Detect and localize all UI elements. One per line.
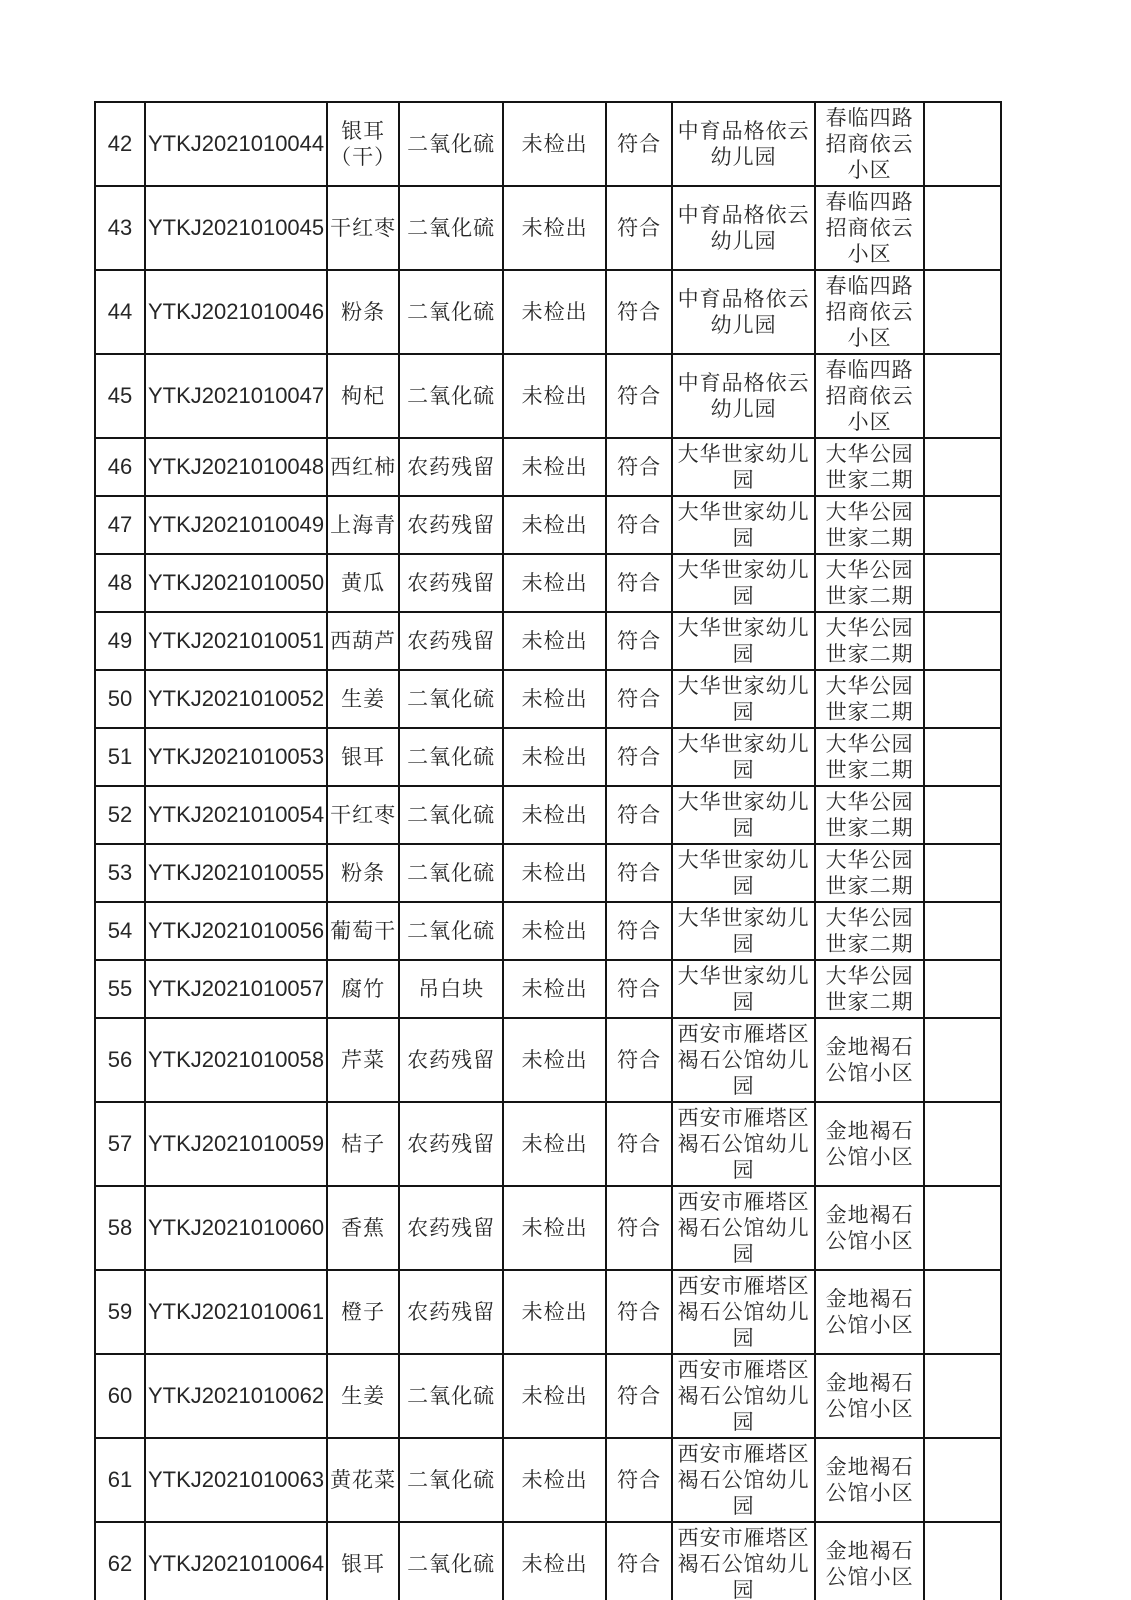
inspection-results-table (94, 101, 1002, 1600)
cell-test-result: 未检出 (503, 1102, 606, 1186)
cell-test-item: 农药残留 (399, 1186, 503, 1270)
cell-conclusion: 符合 (606, 902, 672, 960)
cell-test-result: 未检出 (503, 902, 606, 960)
cell-remark (924, 102, 1001, 186)
cell-test-item: 二氧化硫 (399, 102, 503, 186)
cell-sample-id: YTKJ2021010052 (145, 670, 327, 728)
cell-remark (924, 728, 1001, 786)
table-row (95, 902, 1001, 960)
cell-sampling-site: 西安市雁塔区褐石公馆幼儿园 (672, 1438, 815, 1522)
cell-test-result: 未检出 (503, 786, 606, 844)
cell-sample-name: 西红柿 (327, 438, 399, 496)
cell-remark (924, 902, 1001, 960)
cell-serial-number: 55 (95, 960, 145, 1018)
table-row (95, 438, 1001, 496)
cell-sample-name: 腐竹 (327, 960, 399, 1018)
table-row (95, 1018, 1001, 1102)
table-row (95, 270, 1001, 354)
table-row (95, 1270, 1001, 1354)
cell-test-item: 二氧化硫 (399, 270, 503, 354)
table-row (95, 1102, 1001, 1186)
cell-sampling-site: 大华世家幼儿园 (672, 438, 815, 496)
table-row (95, 844, 1001, 902)
cell-site-address: 大华公园世家二期 (815, 844, 924, 902)
cell-sampling-site: 西安市雁塔区褐石公馆幼儿园 (672, 1354, 815, 1438)
cell-test-item: 二氧化硫 (399, 1522, 503, 1600)
table-row (95, 728, 1001, 786)
cell-test-result: 未检出 (503, 554, 606, 612)
cell-site-address: 大华公园世家二期 (815, 496, 924, 554)
cell-remark (924, 1438, 1001, 1522)
cell-sample-id: YTKJ2021010059 (145, 1102, 327, 1186)
cell-test-result: 未检出 (503, 670, 606, 728)
cell-serial-number: 50 (95, 670, 145, 728)
cell-remark (924, 1270, 1001, 1354)
cell-remark (924, 1186, 1001, 1270)
cell-site-address: 金地褐石公馆小区 (815, 1270, 924, 1354)
cell-test-result: 未检出 (503, 960, 606, 1018)
cell-test-item: 二氧化硫 (399, 1354, 503, 1438)
cell-test-item: 二氧化硫 (399, 844, 503, 902)
cell-sample-id: YTKJ2021010063 (145, 1438, 327, 1522)
cell-sampling-site: 大华世家幼儿园 (672, 496, 815, 554)
cell-sample-id: YTKJ2021010064 (145, 1522, 327, 1600)
cell-sample-name: 香蕉 (327, 1186, 399, 1270)
cell-conclusion: 符合 (606, 496, 672, 554)
table-row (95, 496, 1001, 554)
cell-conclusion: 符合 (606, 612, 672, 670)
table-row (95, 670, 1001, 728)
cell-conclusion: 符合 (606, 844, 672, 902)
table-body (95, 102, 1001, 1600)
cell-site-address: 金地褐石公馆小区 (815, 1102, 924, 1186)
cell-site-address: 大华公园世家二期 (815, 728, 924, 786)
cell-sample-name: 银耳 (327, 1522, 399, 1600)
cell-serial-number: 58 (95, 1186, 145, 1270)
cell-sample-id: YTKJ2021010044 (145, 102, 327, 186)
cell-serial-number: 43 (95, 186, 145, 270)
cell-remark (924, 186, 1001, 270)
cell-test-result: 未检出 (503, 1186, 606, 1270)
cell-sample-id: YTKJ2021010046 (145, 270, 327, 354)
cell-test-result: 未检出 (503, 186, 606, 270)
cell-sample-id: YTKJ2021010057 (145, 960, 327, 1018)
cell-remark (924, 670, 1001, 728)
cell-sample-name: 干红枣 (327, 786, 399, 844)
cell-sample-id: YTKJ2021010045 (145, 186, 327, 270)
cell-remark (924, 554, 1001, 612)
cell-sample-name: 粉条 (327, 270, 399, 354)
cell-serial-number: 57 (95, 1102, 145, 1186)
cell-serial-number: 46 (95, 438, 145, 496)
cell-sample-name: 生姜 (327, 1354, 399, 1438)
cell-sample-id: YTKJ2021010047 (145, 354, 327, 438)
cell-sampling-site: 大华世家幼儿园 (672, 670, 815, 728)
cell-site-address: 春临四路招商依云小区 (815, 354, 924, 438)
cell-sample-id: YTKJ2021010049 (145, 496, 327, 554)
cell-test-item: 吊白块 (399, 960, 503, 1018)
cell-conclusion: 符合 (606, 728, 672, 786)
cell-sampling-site: 大华世家幼儿园 (672, 554, 815, 612)
table-row (95, 102, 1001, 186)
cell-sample-id: YTKJ2021010058 (145, 1018, 327, 1102)
cell-site-address: 大华公园世家二期 (815, 612, 924, 670)
cell-sample-id: YTKJ2021010062 (145, 1354, 327, 1438)
cell-test-result: 未检出 (503, 496, 606, 554)
cell-test-result: 未检出 (503, 844, 606, 902)
cell-serial-number: 61 (95, 1438, 145, 1522)
cell-sampling-site: 中育品格依云幼儿园 (672, 270, 815, 354)
cell-conclusion: 符合 (606, 960, 672, 1018)
cell-remark (924, 496, 1001, 554)
cell-sampling-site: 西安市雁塔区褐石公馆幼儿园 (672, 1018, 815, 1102)
cell-sampling-site: 大华世家幼儿园 (672, 960, 815, 1018)
table-row (95, 1438, 1001, 1522)
cell-serial-number: 54 (95, 902, 145, 960)
cell-sample-id: YTKJ2021010060 (145, 1186, 327, 1270)
cell-site-address: 大华公园世家二期 (815, 554, 924, 612)
cell-remark (924, 844, 1001, 902)
cell-test-item: 农药残留 (399, 438, 503, 496)
cell-sampling-site: 中育品格依云幼儿园 (672, 354, 815, 438)
cell-test-result: 未检出 (503, 1270, 606, 1354)
cell-serial-number: 47 (95, 496, 145, 554)
cell-conclusion: 符合 (606, 354, 672, 438)
table-row (95, 612, 1001, 670)
cell-sample-id: YTKJ2021010061 (145, 1270, 327, 1354)
cell-test-item: 农药残留 (399, 496, 503, 554)
cell-serial-number: 59 (95, 1270, 145, 1354)
cell-test-result: 未检出 (503, 354, 606, 438)
cell-remark (924, 1102, 1001, 1186)
cell-test-result: 未检出 (503, 612, 606, 670)
cell-sample-name: 黄花菜 (327, 1438, 399, 1522)
cell-site-address: 春临四路招商依云小区 (815, 186, 924, 270)
cell-sampling-site: 中育品格依云幼儿园 (672, 102, 815, 186)
cell-test-item: 二氧化硫 (399, 728, 503, 786)
cell-test-item: 二氧化硫 (399, 786, 503, 844)
cell-sampling-site: 西安市雁塔区褐石公馆幼儿园 (672, 1270, 815, 1354)
cell-sampling-site: 西安市雁塔区褐石公馆幼儿园 (672, 1186, 815, 1270)
cell-remark (924, 1354, 1001, 1438)
cell-serial-number: 44 (95, 270, 145, 354)
cell-sample-id: YTKJ2021010050 (145, 554, 327, 612)
cell-sampling-site: 西安市雁塔区褐石公馆幼儿园 (672, 1102, 815, 1186)
cell-site-address: 大华公园世家二期 (815, 670, 924, 728)
cell-sample-name: 葡萄干 (327, 902, 399, 960)
cell-sample-name: 芹菜 (327, 1018, 399, 1102)
cell-sample-name: 干红枣 (327, 186, 399, 270)
table-row (95, 1354, 1001, 1438)
cell-sampling-site: 大华世家幼儿园 (672, 844, 815, 902)
cell-remark (924, 786, 1001, 844)
cell-sample-name: 银耳 (327, 728, 399, 786)
cell-sampling-site: 大华世家幼儿园 (672, 728, 815, 786)
table-row (95, 554, 1001, 612)
cell-remark (924, 1018, 1001, 1102)
cell-test-item: 农药残留 (399, 1018, 503, 1102)
cell-sample-name: 西葫芦 (327, 612, 399, 670)
cell-sample-id: YTKJ2021010054 (145, 786, 327, 844)
cell-site-address: 大华公园世家二期 (815, 960, 924, 1018)
cell-conclusion: 符合 (606, 1522, 672, 1600)
cell-site-address: 大华公园世家二期 (815, 902, 924, 960)
cell-conclusion: 符合 (606, 1270, 672, 1354)
cell-conclusion: 符合 (606, 1102, 672, 1186)
cell-conclusion: 符合 (606, 438, 672, 496)
cell-serial-number: 53 (95, 844, 145, 902)
cell-site-address: 金地褐石公馆小区 (815, 1438, 924, 1522)
cell-serial-number: 42 (95, 102, 145, 186)
cell-site-address: 金地褐石公馆小区 (815, 1522, 924, 1600)
cell-site-address: 春临四路招商依云小区 (815, 102, 924, 186)
cell-test-result: 未检出 (503, 270, 606, 354)
cell-test-result: 未检出 (503, 102, 606, 186)
cell-test-item: 农药残留 (399, 612, 503, 670)
cell-conclusion: 符合 (606, 1438, 672, 1522)
cell-sample-name: 银耳（干） (327, 102, 399, 186)
cell-test-item: 二氧化硫 (399, 670, 503, 728)
cell-test-result: 未检出 (503, 438, 606, 496)
cell-sample-name: 桔子 (327, 1102, 399, 1186)
cell-site-address: 金地褐石公馆小区 (815, 1186, 924, 1270)
cell-sample-name: 生姜 (327, 670, 399, 728)
cell-site-address: 大华公园世家二期 (815, 438, 924, 496)
cell-conclusion: 符合 (606, 102, 672, 186)
cell-remark (924, 438, 1001, 496)
cell-conclusion: 符合 (606, 1354, 672, 1438)
cell-serial-number: 49 (95, 612, 145, 670)
cell-conclusion: 符合 (606, 554, 672, 612)
cell-remark (924, 270, 1001, 354)
cell-conclusion: 符合 (606, 1186, 672, 1270)
table-row (95, 786, 1001, 844)
cell-sampling-site: 西安市雁塔区褐石公馆幼儿园 (672, 1522, 815, 1600)
table-row (95, 1186, 1001, 1270)
cell-site-address: 金地褐石公馆小区 (815, 1354, 924, 1438)
cell-sample-name: 枸杞 (327, 354, 399, 438)
cell-test-item: 农药残留 (399, 554, 503, 612)
table-row (95, 1522, 1001, 1600)
table-row (95, 186, 1001, 270)
table-row (95, 960, 1001, 1018)
cell-serial-number: 48 (95, 554, 145, 612)
cell-test-item: 二氧化硫 (399, 354, 503, 438)
cell-conclusion: 符合 (606, 186, 672, 270)
cell-sample-id: YTKJ2021010051 (145, 612, 327, 670)
cell-conclusion: 符合 (606, 270, 672, 354)
cell-sample-id: YTKJ2021010056 (145, 902, 327, 960)
cell-conclusion: 符合 (606, 1018, 672, 1102)
cell-sample-id: YTKJ2021010055 (145, 844, 327, 902)
cell-site-address: 大华公园世家二期 (815, 786, 924, 844)
cell-serial-number: 56 (95, 1018, 145, 1102)
cell-remark (924, 1522, 1001, 1600)
cell-serial-number: 45 (95, 354, 145, 438)
cell-sample-name: 黄瓜 (327, 554, 399, 612)
cell-conclusion: 符合 (606, 786, 672, 844)
cell-test-item: 二氧化硫 (399, 902, 503, 960)
cell-conclusion: 符合 (606, 670, 672, 728)
cell-sample-name: 上海青 (327, 496, 399, 554)
cell-sample-name: 橙子 (327, 1270, 399, 1354)
cell-test-result: 未检出 (503, 1522, 606, 1600)
cell-test-result: 未检出 (503, 728, 606, 786)
cell-site-address: 金地褐石公馆小区 (815, 1018, 924, 1102)
cell-test-result: 未检出 (503, 1018, 606, 1102)
cell-serial-number: 52 (95, 786, 145, 844)
cell-sampling-site: 大华世家幼儿园 (672, 612, 815, 670)
cell-sample-name: 粉条 (327, 844, 399, 902)
cell-test-item: 农药残留 (399, 1270, 503, 1354)
cell-remark (924, 612, 1001, 670)
cell-remark (924, 354, 1001, 438)
cell-site-address: 春临四路招商依云小区 (815, 270, 924, 354)
table-row (95, 354, 1001, 438)
cell-test-result: 未检出 (503, 1438, 606, 1522)
cell-test-item: 二氧化硫 (399, 186, 503, 270)
cell-sample-id: YTKJ2021010048 (145, 438, 327, 496)
cell-sampling-site: 大华世家幼儿园 (672, 786, 815, 844)
cell-test-result: 未检出 (503, 1354, 606, 1438)
cell-test-item: 农药残留 (399, 1102, 503, 1186)
cell-sampling-site: 大华世家幼儿园 (672, 902, 815, 960)
cell-remark (924, 960, 1001, 1018)
cell-serial-number: 51 (95, 728, 145, 786)
cell-sampling-site: 中育品格依云幼儿园 (672, 186, 815, 270)
cell-test-item: 二氧化硫 (399, 1438, 503, 1522)
cell-serial-number: 60 (95, 1354, 145, 1438)
cell-sample-id: YTKJ2021010053 (145, 728, 327, 786)
cell-serial-number: 62 (95, 1522, 145, 1600)
